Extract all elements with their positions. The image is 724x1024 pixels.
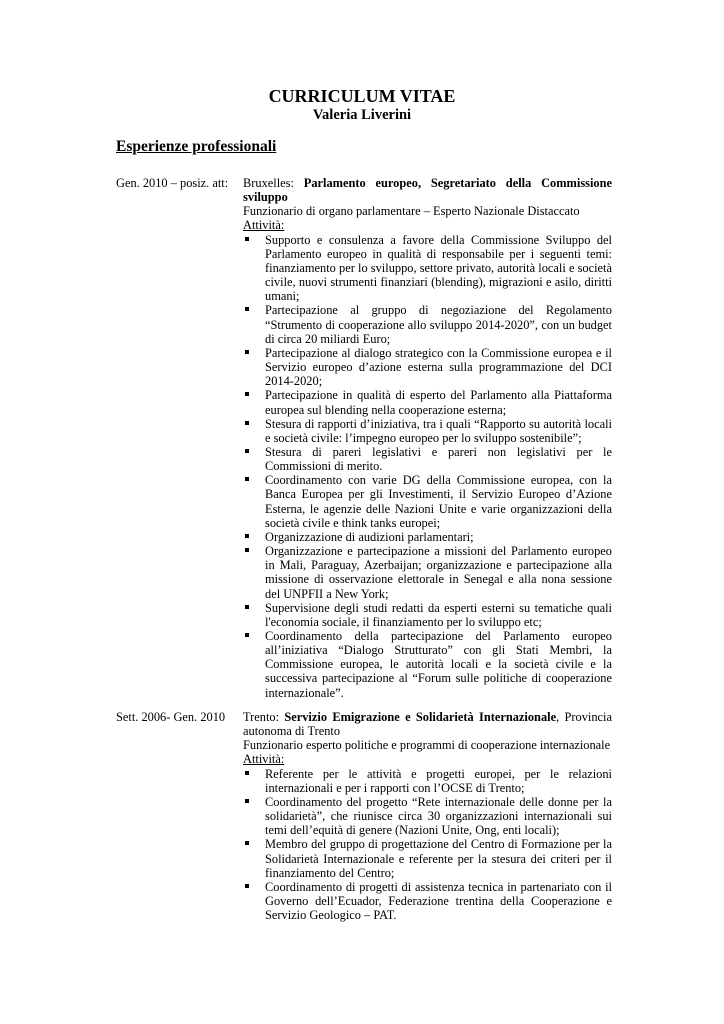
entry-content <box>243 176 612 700</box>
bullet-icon <box>245 548 249 552</box>
activity-text: Referente per le attività e progetti europei, per le relazioni internazionali e per i rapporti con l’OCSE di Trento; <box>265 766 612 795</box>
bullet-icon <box>245 477 249 481</box>
activity-text: Membro del gruppo di progettazione del Centro di Formazione per la Solidarietà Internazionale e referente per la stesura dei criteri per il finanziamento del Centro; <box>265 837 612 880</box>
activity-item <box>243 388 612 416</box>
entry-content <box>243 710 612 922</box>
bullet-icon <box>245 771 249 775</box>
entry-location: Bruxelles: <box>243 176 304 190</box>
activity-text: Stesura di pareri legislativi e pareri non legislativi per le Commissioni di merito. <box>265 444 612 474</box>
entry-organization: Parlamento europeo, Segretariato della Commissione sviluppo <box>243 176 612 205</box>
bullet-icon <box>245 534 249 538</box>
bullet-icon <box>245 841 249 845</box>
activity-text: Stesura di rapporti d’iniziativa, tra i quali “Rapporto su autorità locali e società civile: l’impegno europeo per lo sviluppo sostenibile”; <box>265 416 612 445</box>
activity-item <box>243 629 612 700</box>
activity-item <box>243 544 612 601</box>
activity-item <box>243 880 612 922</box>
activity-text: Partecipazione al gruppo di negoziazione del Regolamento “Strumento di cooperazione allo sviluppo 2014-2020”, con un budget di circa 20 miliardi Euro; <box>265 303 612 346</box>
activity-item <box>243 530 612 544</box>
activity-item <box>243 767 612 795</box>
activity-item <box>243 601 612 629</box>
activity-item <box>243 303 612 345</box>
bullet-icon <box>245 799 249 803</box>
activity-text: Organizzazione di audizioni parlamentari; <box>265 529 474 544</box>
bullet-icon <box>245 449 249 453</box>
activity-item <box>243 473 612 530</box>
entry-organization: Servizio Emigrazione e Solidarietà Internazionale <box>284 710 557 724</box>
entry-heading <box>243 176 612 204</box>
entry-role: Funzionario di organo parlamentare – Esperto Nazionale Distaccato <box>243 204 580 219</box>
entry-period: Sett. 2006- Gen. 2010 <box>116 710 226 724</box>
activity-item <box>243 346 612 388</box>
activities-list <box>243 767 612 923</box>
bullet-icon <box>245 307 249 311</box>
activities-list <box>243 233 612 700</box>
activity-text: Partecipazione in qualità di esperto del Parlamento alla Piattaforma europea sul blending nella cooperazione esterna; <box>265 388 612 417</box>
person-name: Valeria Liverini <box>312 107 412 123</box>
entry-period: Gen. 2010 – posiz. att: <box>116 176 229 190</box>
entry-org-suffix: , Provincia autonoma di Trento <box>243 710 612 739</box>
activity-text: Coordinamento di progetti di assistenza tecnica in partenariato con il Governo dell’Ecuador, Federazione trentina della Cooperazione e Servizio Geologico – PAT. <box>265 879 612 923</box>
activities-label: Attività: <box>243 752 285 767</box>
activity-text: Coordinamento del progetto “Rete internazionale delle donne per la solidarietà”, che riunisce circa 30 organizzazioni internazionali sui temi dell’equità di genere (Nazioni Unite, Ong, enti locali); <box>265 794 612 838</box>
activity-text: Coordinamento con varie DG della Commissione europea, con la Banca Europea per gli Investimenti, il Servizio Europeo d’Azione Esterna, le agenzie delle Nazioni Unite e varie organizzazioni della società civile e think tanks europei; <box>265 473 612 530</box>
activity-item <box>243 837 612 879</box>
entry-role: Funzionario esperto politiche e programmi di cooperazione internazionale <box>243 738 611 753</box>
activity-item <box>243 233 612 304</box>
document-title: CURRICULUM VITAE <box>268 86 456 106</box>
activity-text: Organizzazione e partecipazione a missioni del Parlamento europeo in Mali, Paraguay, Azerbaijan; organizzazione e partecipazione alla missione di osservazione elettorale in Senegal e alla nona sessione del UNPFII a New York; <box>265 544 612 601</box>
bullet-icon <box>245 237 249 241</box>
bullet-icon <box>245 392 249 396</box>
activity-item <box>243 445 612 473</box>
activities-label: Attività: <box>243 218 285 233</box>
activity-text: Supporto e consulenza a favore della Commissione Sviluppo del Parlamento europeo in qualità di responsabile per i seguenti temi: finanziamento per lo sviluppo, settore privato, autorità locali e società civile, nuovi strumenti finanziari (blending), migrazioni e asilo, diritti umani; <box>265 232 612 304</box>
bullet-icon <box>245 884 249 888</box>
activity-item <box>243 795 612 837</box>
activity-text: Supervisione degli studi redatti da esperti esterni su tematiche quali l'economia sociale, il finanziamento per lo sviluppo etc; <box>265 600 612 629</box>
entry-heading <box>243 710 612 738</box>
entry-location: Trento: <box>243 710 285 724</box>
bullet-icon <box>245 605 249 609</box>
activity-text: Coordinamento della partecipazione del Parlamento europeo all’iniziativa “Dialogo Strutturato” con gli Stati Membri, la Commissione europea, le autorità locali e la società civile e la successiva partecipazione al “Forum sulle politiche di cooperazione internazionale”. <box>265 629 612 700</box>
bullet-icon <box>245 350 249 354</box>
activity-text: Partecipazione al dialogo strategico con la Commissione europea e il Servizio europeo d’azione esterna sulla programmazione del DCI 2014-2020; <box>265 345 612 389</box>
section-heading: Esperienze professionali <box>116 138 277 155</box>
bullet-icon <box>245 633 249 637</box>
bullet-icon <box>245 421 249 425</box>
activity-item <box>243 417 612 445</box>
